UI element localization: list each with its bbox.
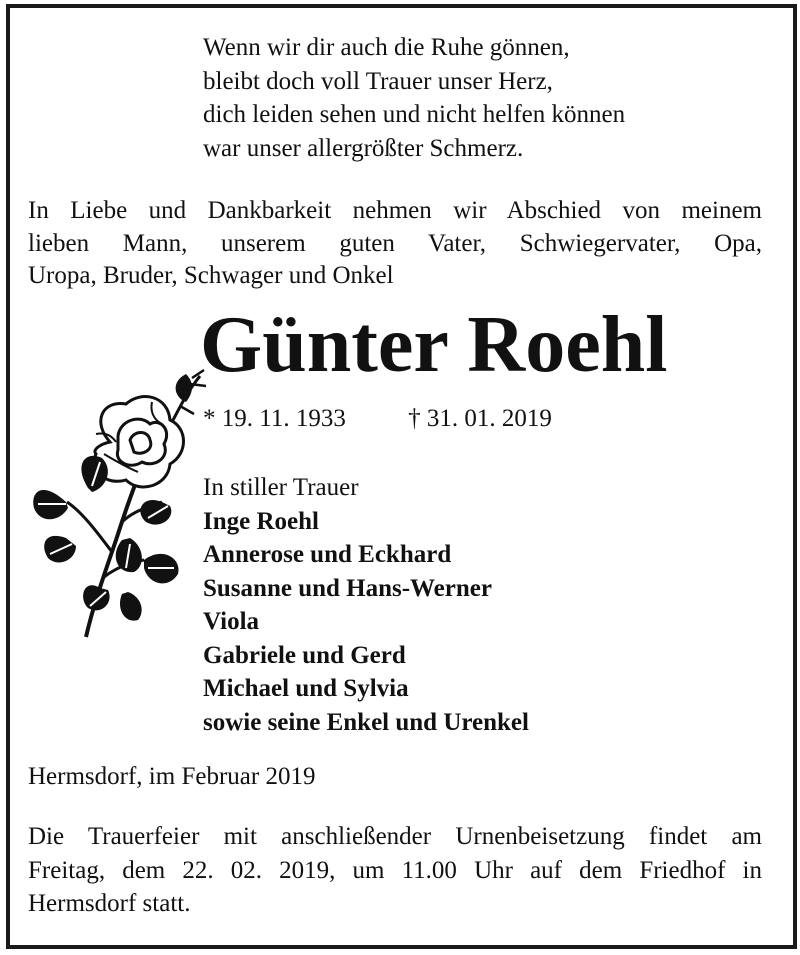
- poem: [203, 31, 625, 165]
- farewell-text: [28, 195, 762, 293]
- mourner-name: Inge Roehl: [203, 507, 319, 535]
- mourners-list: [203, 471, 529, 739]
- place-and-date: Hermsdorf, im Februar 2019: [28, 763, 316, 790]
- mourner-name: Gabriele und Gerd: [203, 641, 406, 669]
- ceremony-notice: [28, 820, 762, 921]
- poem-line: dich leiden sehen und nicht helfen können: [203, 101, 626, 128]
- ceremony-line: Hermsdorf statt.: [28, 890, 191, 917]
- farewell-line: lieben Mann, unserem guten Vater, Schwiegervater, Opa,: [28, 229, 762, 257]
- death-date: † 31. 01. 2019: [408, 405, 552, 432]
- mourner-name: Michael und Sylvia: [203, 675, 409, 702]
- birth-date: * 19. 11. 1933: [203, 405, 346, 432]
- mourner-name: sowie seine Enkel und Urenkel: [203, 708, 529, 736]
- farewell-line: Uropa, Bruder, Schwager und Onkel: [28, 262, 394, 289]
- poem-line: war unser allergrößter Schmerz.: [203, 134, 524, 162]
- rose-icon: [22, 362, 222, 642]
- deceased-name: Günter Roehl: [200, 301, 668, 389]
- life-dates: [203, 402, 552, 436]
- mourner-name: Susanne und Hans-Werner: [203, 574, 492, 602]
- mourner-name: Annerose und Eckhard: [203, 541, 452, 568]
- mourners-lead: In stiller Trauer: [203, 474, 359, 501]
- farewell-line: In Liebe und Dankbarkeit nehmen wir Abschied von meinem: [28, 197, 762, 224]
- ceremony-line: Freitag, dem 22. 02. 2019, um 11.00 Uhr auf dem Friedhof in: [28, 856, 762, 884]
- mourner-name: Viola: [203, 608, 260, 635]
- poem-line: Wenn wir dir auch die Ruhe gönnen,: [203, 34, 570, 61]
- poem-line: bleibt doch voll Trauer unser Herz,: [203, 67, 553, 95]
- ceremony-line: Die Trauerfeier mit anschließender Urnenbeisetzung findet am: [28, 823, 762, 850]
